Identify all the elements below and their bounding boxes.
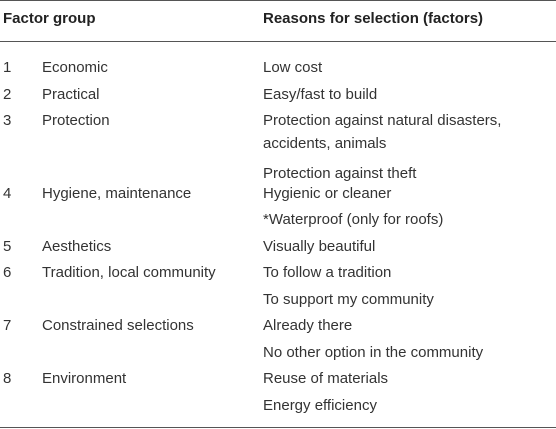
row-reason: Protection against natural disasters, [263,112,502,129]
row-factor-group: Aesthetics [42,238,112,255]
row-number: 8 [3,370,12,387]
row-factor-group: Constrained selections [42,317,194,334]
table-top-rule [0,0,556,1]
row-reason: To follow a tradition [263,264,392,281]
row-factor-group: Hygiene, maintenance [42,185,192,202]
row-number: 1 [3,59,12,76]
row-reason: accidents, animals [263,135,387,152]
row-reason: Already there [263,317,353,334]
row-number: 2 [3,86,12,103]
row-number: 7 [3,317,12,334]
header-rule [0,41,556,42]
row-factor-group: Practical [42,86,100,103]
row-reason: No other option in the community [263,344,484,361]
row-number: 4 [3,185,12,202]
row-reason: To support my community [263,291,434,308]
row-reason: Visually beautiful [263,238,376,255]
row-reason: Energy efficiency [263,397,377,414]
row-factor-group: Protection [42,112,110,129]
header-reasons: Reasons for selection (factors) [263,10,484,27]
row-reason: Hygienic or cleaner [263,185,392,202]
row-reason: *Waterproof (only for roofs) [263,211,444,228]
row-number: 3 [3,112,12,129]
row-factor-group: Environment [42,370,127,387]
row-number: 6 [3,264,12,281]
row-reason: Reuse of materials [263,370,389,387]
row-reason: Low cost [263,59,323,76]
row-reason: Protection against theft [263,165,417,182]
row-number: 5 [3,238,12,255]
table-bottom-rule [0,427,556,428]
header-factor-group: Factor group [3,10,96,27]
row-factor-group: Economic [42,59,108,76]
row-reason: Easy/fast to build [263,86,378,103]
row-factor-group: Tradition, local community [42,264,216,281]
